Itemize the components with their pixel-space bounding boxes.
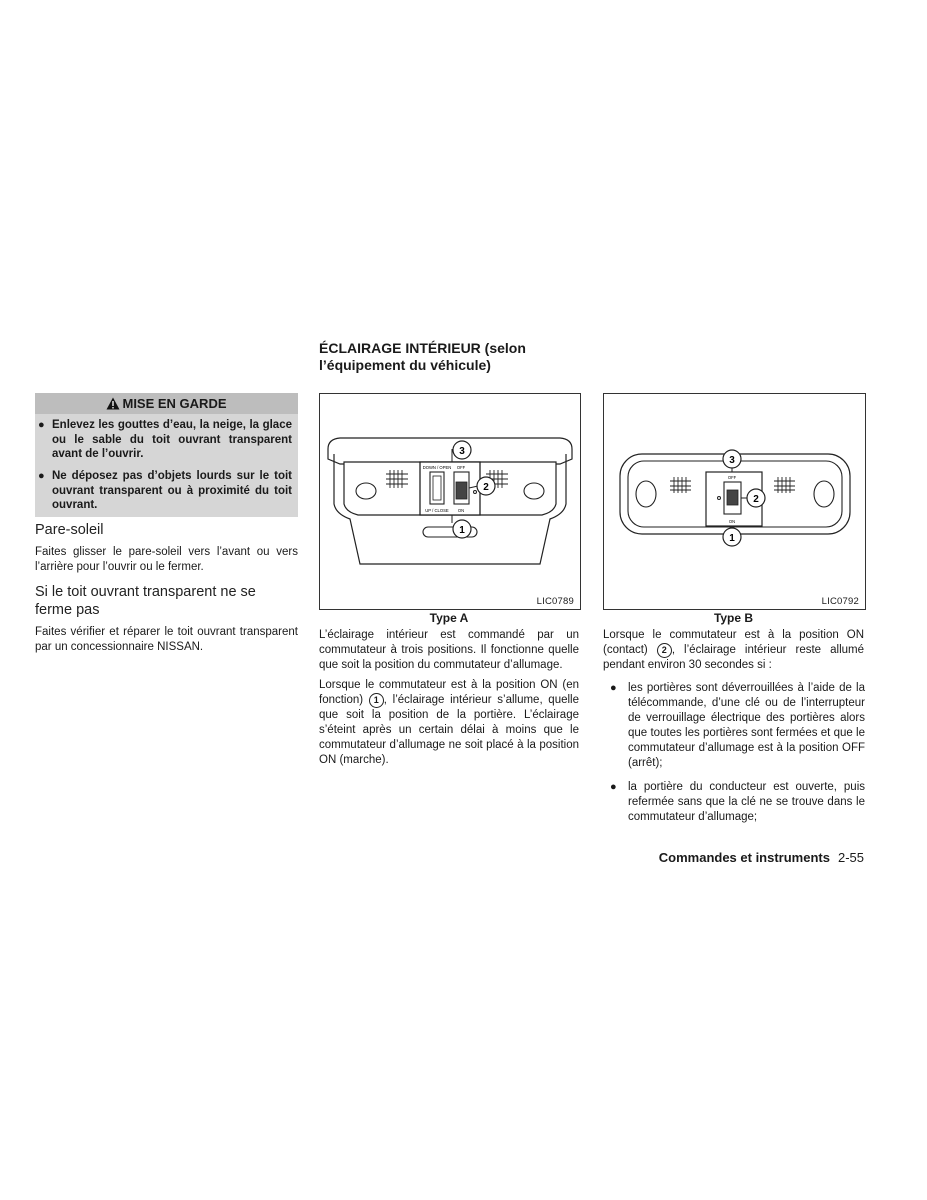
warning-triangle-icon [106, 397, 120, 410]
warning-box [35, 393, 298, 517]
warning-item: ● Ne déposez pas d’objets lourds sur le toit ouvrant transparent ou à proximité du toit ouvrant. [38, 470, 292, 511]
interior-light-type-b-illustration [604, 394, 865, 594]
off-label: OFF [456, 465, 466, 470]
callout-1: 1 [459, 525, 465, 536]
on-label: ON [457, 508, 465, 513]
figure-code: LIC0792 [821, 596, 859, 607]
figure-type-b [603, 393, 866, 610]
roof-not-closing-text: Faites vérifier et réparer le toit ouvrant transparent par un concessionnaire NISSAN. [35, 626, 298, 653]
roof-not-closing-heading: Si le toit ouvrant transparent ne se ferme pas [35, 584, 256, 618]
callout-2: 2 [483, 482, 489, 493]
warning-title: MISE EN GARDE [122, 396, 227, 411]
callout-3: 3 [459, 446, 465, 457]
down-open-label: DOWN / OPEN [422, 465, 452, 470]
section-title: ÉCLAIRAGE INTÉRIEUR (selon l’équipement du véhicule) [319, 340, 526, 373]
callout-1: 1 [729, 533, 735, 544]
interior-light-type-a-illustration [320, 394, 580, 594]
warning-item: ● Enlevez les gouttes d’eau, la neige, la glace ou le sable du toit ouvrant transparent avant de l’ouvrir. [38, 419, 292, 460]
page-footer [659, 850, 864, 865]
list-item: ● les portières sont déverrouillées à l’aide de la télécommande, d’une clé ou de l’interrupteur de verrouillage électrique des portières alors que toutes les portières sont fermées et que le commutateur d’allumage est à la position OFF (arrêt); [610, 682, 865, 769]
page-number: 2-55 [837, 850, 864, 865]
off-label: OFF [727, 475, 737, 480]
on-label: ON [728, 519, 736, 524]
figure-caption-type-b: Type B [713, 611, 754, 625]
type-a-paragraph-2: Lorsque le commutateur est à la position ON (en fonction) 1 , l’éclairage intérieur s’allume, quelle que soit la position de la portière. L’éclairage s’éteint après un certain délai à moins que le commutateur d’allumage ne soit placé à la position ON (marche). [319, 679, 580, 766]
type-b-paragraph-1: Lorsque le commutateur est à la position ON (contact) 2 , l’éclairage intérieur reste allumé pendant environ 30 secondes si : [603, 629, 864, 671]
bullet-icon: ● [610, 682, 617, 694]
warning-header [35, 393, 298, 414]
sunshade-text: Faites glisser le pare-soleil vers l’avant ou vers l’arrière pour l’ouvrir ou le fermer. [35, 546, 298, 573]
callout-3: 3 [729, 455, 735, 466]
type-a-paragraph-1: L’éclairage intérieur est commandé par un commutateur à trois positions. Il fonctionne quelle que soit la position du commutateur d’allumage. [319, 629, 579, 671]
figure-caption-type-a: Type A [429, 611, 469, 625]
footer-section: Commandes et instruments [658, 850, 830, 865]
up-close-label: UP / CLOSE [425, 508, 449, 513]
callout-ref: 1 [369, 693, 384, 708]
callout-2: 2 [753, 494, 759, 505]
bullet-icon: ● [610, 781, 617, 793]
list-item: ● la portière du conducteur est ouverte, puis refermée sans que la clé ne se trouve dans le commutateur d’allumage; [610, 781, 865, 823]
callout-ref: 2 [657, 643, 672, 658]
bullet-icon: ● [38, 470, 45, 482]
sunshade-heading: Pare-soleil [35, 522, 104, 538]
figure-type-a [319, 393, 581, 610]
bullet-icon: ● [38, 419, 45, 431]
figure-code: LIC0789 [536, 596, 574, 607]
